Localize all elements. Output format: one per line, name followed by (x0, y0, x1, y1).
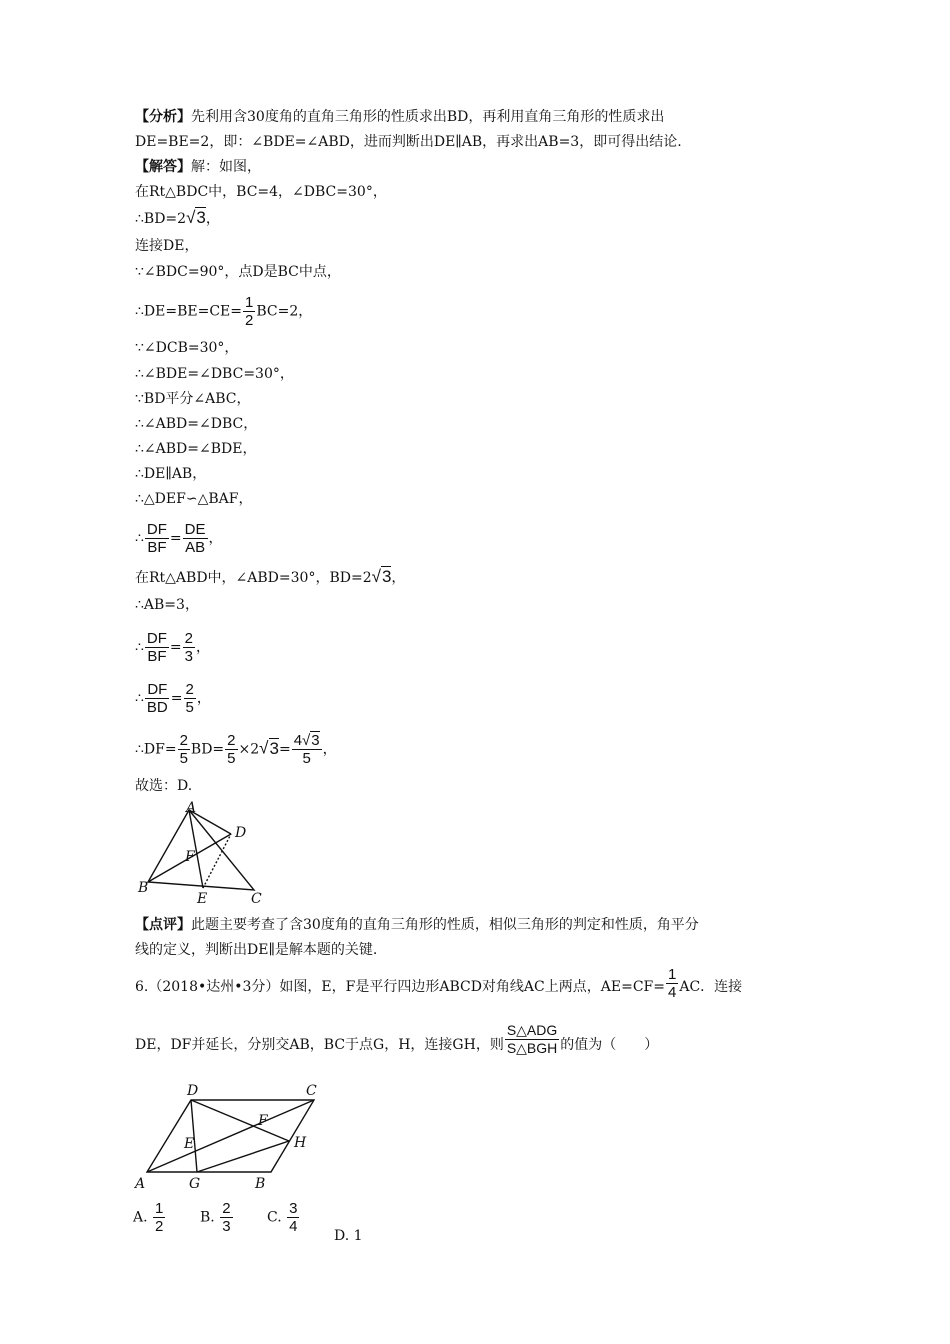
step-17: ∴ $\frac{DF}{BD}$ = $\frac{2}{5}$ ， (135, 681, 211, 716)
analysis-line-2: DE=BE=2，即：∠BDE=∠ABD，进而判断出DE∥AB，再求出AB=3，即可得出结论. (135, 134, 682, 150)
answer-choice: 故选：D. (135, 778, 193, 794)
step-9: ∴∠ABD=∠DBC， (135, 416, 258, 432)
step-2: ∴BD=2√3， (135, 208, 220, 227)
step-13: ∴ $\frac{DF}{BF}$ = $\frac{DE}{AB}$ ， (135, 521, 223, 556)
step-4: ∵∠BDC=90°，点D是BC中点， (135, 264, 341, 280)
label-d: D (187, 1083, 199, 1099)
label-a: A (135, 1176, 146, 1192)
option-c[interactable]: C. $\frac{3}{4}$ (267, 1200, 298, 1235)
comment-label: 【点评】 (135, 917, 191, 933)
option-d[interactable]: D. 1 (334, 1228, 363, 1244)
label-b: B (255, 1176, 266, 1192)
question-6-line-1: 6.（2018•达州•3分）如图，E，F是平行四边形ABCD对角线AC上两点，AE=CF= $\frac{1}{4}$ AC．连接 (135, 966, 743, 1001)
label-e: E (197, 891, 208, 905)
step-18: ∴DF= $\frac{2}{5}$ BD= $\frac{2}{5}$ ×2√3= $\frac{4√3}{5}$ ， (135, 732, 337, 767)
step-15: ∴AB=3， (135, 597, 199, 613)
label-c: C (306, 1083, 317, 1099)
step-1: 在Rt△BDC中，BC=4，∠DBC=30°， (135, 184, 387, 200)
option-a[interactable]: A. $\frac{1}{2}$ (133, 1200, 164, 1235)
label-b: B (138, 880, 149, 896)
label-f: F (258, 1113, 268, 1129)
fraction: $\frac{1}{2}$ (244, 294, 254, 329)
label-d: D (235, 825, 247, 841)
step-12: ∴△DEF∽△BAF， (135, 491, 253, 507)
label-e: E (184, 1136, 195, 1152)
step-11: ∴DE∥AB， (135, 466, 207, 482)
label-c: C (251, 891, 262, 905)
label-h: H (294, 1135, 307, 1151)
comment-line-1: 【点评】此题主要考查了含30度角的直角三角形的性质，相似三角形的判定和性质，角平分 (135, 917, 699, 933)
label-f: F (185, 849, 195, 865)
step-16: ∴ $\frac{DF}{BF}$ = $\frac{2}{3}$ ， (135, 630, 210, 665)
analysis-line-1: 【分析】先利用含30度角的直角三角形的性质求出BD，再利用直角三角形的性质求出 (135, 109, 665, 125)
step-8: ∵BD平分∠ABC， (135, 391, 251, 407)
answer-intro: 【解答】解：如图， (135, 159, 261, 175)
question-6-line-2: DE，DF并延长，分别交AB，BC于点G，H，连接GH，则 $\frac{\text{S△ADG}}{\text{S△BGH}}$ 的值为（ ） (135, 1022, 659, 1056)
comment-line-2: 线的定义，判断出DE∥是解本题的关键. (135, 942, 378, 958)
answer-label: 【解答】 (135, 159, 191, 175)
option-b[interactable]: B. $\frac{2}{3}$ (200, 1200, 231, 1235)
step-10: ∴∠ABD=∠BDE， (135, 441, 257, 457)
parallelogram-figure-2 (131, 1078, 326, 1192)
step-5: ∴DE=BE=CE= $\frac{1}{2}$ BC=2， (135, 294, 313, 329)
analysis-label: 【分析】 (135, 109, 191, 125)
label-g: G (189, 1176, 201, 1192)
step-3: 连接DE， (135, 238, 199, 254)
label-a: A (186, 800, 197, 816)
step-7: ∴∠BDE=∠DBC=30°， (135, 366, 294, 382)
step-6: ∵∠DCB=30°， (135, 340, 239, 356)
step-14: 在Rt△ABD中，∠ABD=30°，BD=2√3， (135, 567, 406, 586)
triangle-figure-1 (133, 800, 273, 905)
